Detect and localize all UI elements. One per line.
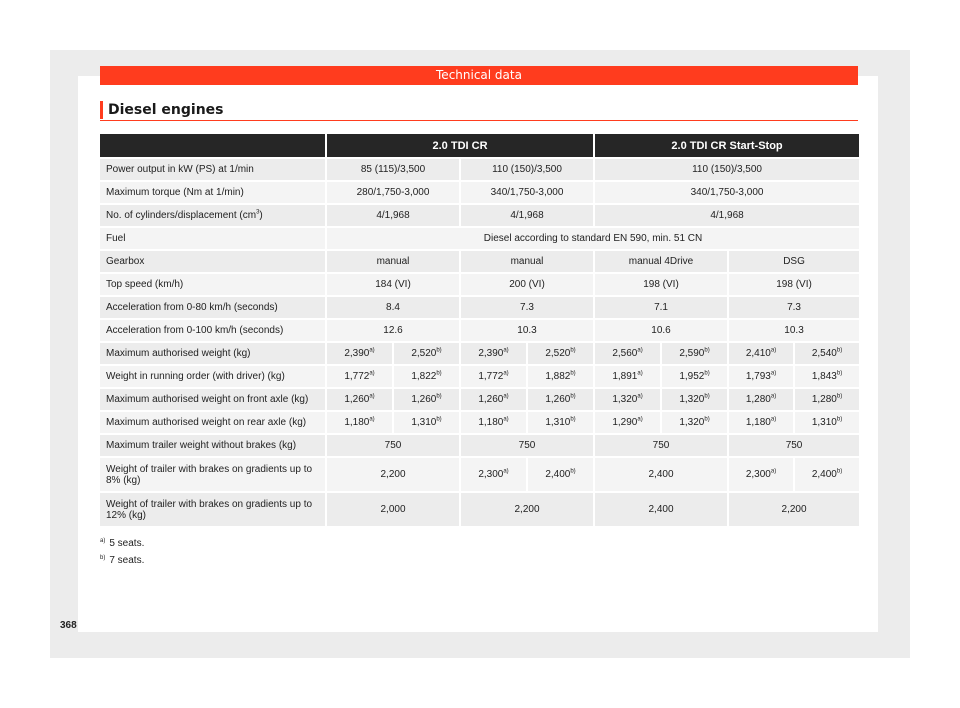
table-cell: 1,952$^{b)}$ — [660, 366, 727, 387]
footnote-a: $^{a)}$ 5 seats. — [100, 537, 145, 549]
table-cell: 750 — [459, 435, 593, 456]
section-banner: Technical data — [100, 66, 858, 85]
table-row-rearaxle — [100, 412, 859, 433]
table-cell: 4/1,968 — [459, 205, 593, 226]
table-cell: 2,390$^{a)}$ — [325, 343, 392, 364]
row-label: Power output in kW (PS) at 1/min — [100, 159, 325, 180]
table-cell: 1,260$^{b)}$ — [526, 389, 593, 410]
table-cell: 2,200 — [727, 493, 859, 526]
row-label: Top speed (km/h) — [100, 274, 325, 295]
table-row-trailer8 — [100, 458, 859, 491]
table-cell: 1,772$^{a)}$ — [325, 366, 392, 387]
table-cell: 12.6 — [325, 320, 459, 341]
table-cell: 1,260$^{a)}$ — [459, 389, 526, 410]
table-cell: 10.6 — [593, 320, 727, 341]
table-cell: 2,000 — [325, 493, 459, 526]
table-cell: 10.3 — [459, 320, 593, 341]
table-cell: 1,843$^{b)}$ — [793, 366, 859, 387]
table-cell: 2,200 — [459, 493, 593, 526]
table-cell: 7.1 — [593, 297, 727, 318]
table-row-acc80 — [100, 297, 859, 318]
row-label: Maximum authorised weight on front axle (kg) — [100, 389, 325, 410]
row-label-end: ) — [259, 210, 263, 221]
table-cell: 1,260$^{b)}$ — [392, 389, 459, 410]
row-label: Maximum trailer weight without brakes (kg) — [100, 435, 325, 456]
row-label: Acceleration from 0-80 km/h (seconds) — [100, 297, 325, 318]
table-row-cylinders — [100, 205, 859, 226]
row-label: Maximum authorised weight on rear axle (kg) — [100, 412, 325, 433]
table-cell: 2,400 — [593, 493, 727, 526]
table-row-gearbox — [100, 251, 859, 272]
table-row-maxweight — [100, 343, 859, 364]
row-label: Weight of trailer with brakes on gradients up to 12% (kg) — [100, 493, 325, 526]
table-cell: 2,520$^{b)}$ — [392, 343, 459, 364]
table-cell: 750 — [325, 435, 459, 456]
table-row-acc100 — [100, 320, 859, 341]
row-label: Weight in running order (with driver) (kg) — [100, 366, 325, 387]
table-cell: 184 (VI) — [325, 274, 459, 295]
table-cell: 1,290$^{a)}$ — [593, 412, 660, 433]
table-cell: 8.4 — [325, 297, 459, 318]
table-cell: 2,300$^{a)}$ — [459, 458, 526, 491]
table-cell: manual — [325, 251, 459, 272]
table-cell: 2,400 — [593, 458, 727, 491]
page-heading: Diesel engines — [108, 102, 224, 118]
table-cell: 110 (150)/3,500 — [593, 159, 859, 180]
row-label: Fuel — [100, 228, 325, 249]
table-cell: 280/1,750-3,000 — [325, 182, 459, 203]
heading-underline — [100, 120, 858, 121]
table-row-power — [100, 159, 859, 180]
table-cell: 2,300$^{a)}$ — [727, 458, 793, 491]
table-row-frontaxle — [100, 389, 859, 410]
table-cell: 1,180$^{a)}$ — [459, 412, 526, 433]
table-row-running — [100, 366, 859, 387]
table-cell: 1,320$^{a)}$ — [593, 389, 660, 410]
table-cell: 2,590$^{b)}$ — [660, 343, 727, 364]
table-cell: 2,400$^{b)}$ — [526, 458, 593, 491]
table-cell: 4/1,968 — [325, 205, 459, 226]
table-cell: 1,822$^{b)}$ — [392, 366, 459, 387]
table-cell: 7.3 — [459, 297, 593, 318]
table-cell: 1,280$^{b)}$ — [793, 389, 859, 410]
table-cell: 1,260$^{a)}$ — [325, 389, 392, 410]
header-engine-2: 2.0 TDI CR Start-Stop — [593, 134, 859, 157]
table-cell: 2,560$^{a)}$ — [593, 343, 660, 364]
table-cell: 2,410$^{a)}$ — [727, 343, 793, 364]
row-label: Maximum torque (Nm at 1/min) — [100, 182, 325, 203]
table-cell: 198 (VI) — [593, 274, 727, 295]
table-cell: manual — [459, 251, 593, 272]
table-row-trailer12 — [100, 493, 859, 526]
row-label: Gearbox — [100, 251, 325, 272]
table-cell: 2,400$^{b)}$ — [793, 458, 859, 491]
table-cell: 2,390$^{a)}$ — [459, 343, 526, 364]
table-cell: 1,320$^{b)}$ — [660, 389, 727, 410]
row-label — [100, 205, 325, 226]
table-cell: 750 — [593, 435, 727, 456]
table-cell: 1,793$^{a)}$ — [727, 366, 793, 387]
table-cell: 1,772$^{a)}$ — [459, 366, 526, 387]
diesel-engine-spec-table — [100, 132, 859, 528]
table-cell: 340/1,750-3,000 — [593, 182, 859, 203]
table-cell: 1,320$^{b)}$ — [660, 412, 727, 433]
table-cell: 1,882$^{b)}$ — [526, 366, 593, 387]
header-engine-1: 2.0 TDI CR — [325, 134, 593, 157]
table-cell: 2,520$^{b)}$ — [526, 343, 593, 364]
table-row-topspeed — [100, 274, 859, 295]
table-cell: 1,310$^{b)}$ — [392, 412, 459, 433]
table-cell: 110 (150)/3,500 — [459, 159, 593, 180]
table-cell: 1,891$^{a)}$ — [593, 366, 660, 387]
table-row-fuel — [100, 228, 859, 249]
header-blank-cell — [100, 134, 325, 157]
table-row-torque — [100, 182, 859, 203]
table-cell: 1,280$^{a)}$ — [727, 389, 793, 410]
page-number: 368 — [60, 620, 77, 631]
table-cell: Diesel according to standard EN 590, min. 51 CN — [325, 228, 859, 249]
row-label-text: No. of cylinders/displacement (cm — [106, 210, 257, 221]
table-cell: 10.3 — [727, 320, 859, 341]
table-cell: manual 4Drive — [593, 251, 727, 272]
superscript-3: 3 — [256, 209, 260, 216]
heading-accent-bar — [100, 101, 103, 119]
table-cell: 7.3 — [727, 297, 859, 318]
footnote-b: $^{b)}$ 7 seats. — [100, 554, 145, 566]
table-cell: 2,540$^{b)}$ — [793, 343, 859, 364]
table-cell: 2,200 — [325, 458, 459, 491]
table-cell: 1,310$^{b)}$ — [526, 412, 593, 433]
row-label: Maximum authorised weight (kg) — [100, 343, 325, 364]
table-row-trailer-nobrakes — [100, 435, 859, 456]
table-cell: 750 — [727, 435, 859, 456]
table-cell: 198 (VI) — [727, 274, 859, 295]
table-cell: DSG — [727, 251, 859, 272]
table-header-row — [100, 134, 859, 157]
table-cell: 4/1,968 — [593, 205, 859, 226]
table-cell: 1,180$^{a)}$ — [325, 412, 392, 433]
row-label: Acceleration from 0-100 km/h (seconds) — [100, 320, 325, 341]
table-cell: 85 (115)/3,500 — [325, 159, 459, 180]
table-cell: 200 (VI) — [459, 274, 593, 295]
table-cell: 1,180$^{a)}$ — [727, 412, 793, 433]
table-cell: 340/1,750-3,000 — [459, 182, 593, 203]
row-label: Weight of trailer with brakes on gradients up to 8% (kg) — [100, 458, 325, 491]
table-cell: 1,310$^{b)}$ — [793, 412, 859, 433]
